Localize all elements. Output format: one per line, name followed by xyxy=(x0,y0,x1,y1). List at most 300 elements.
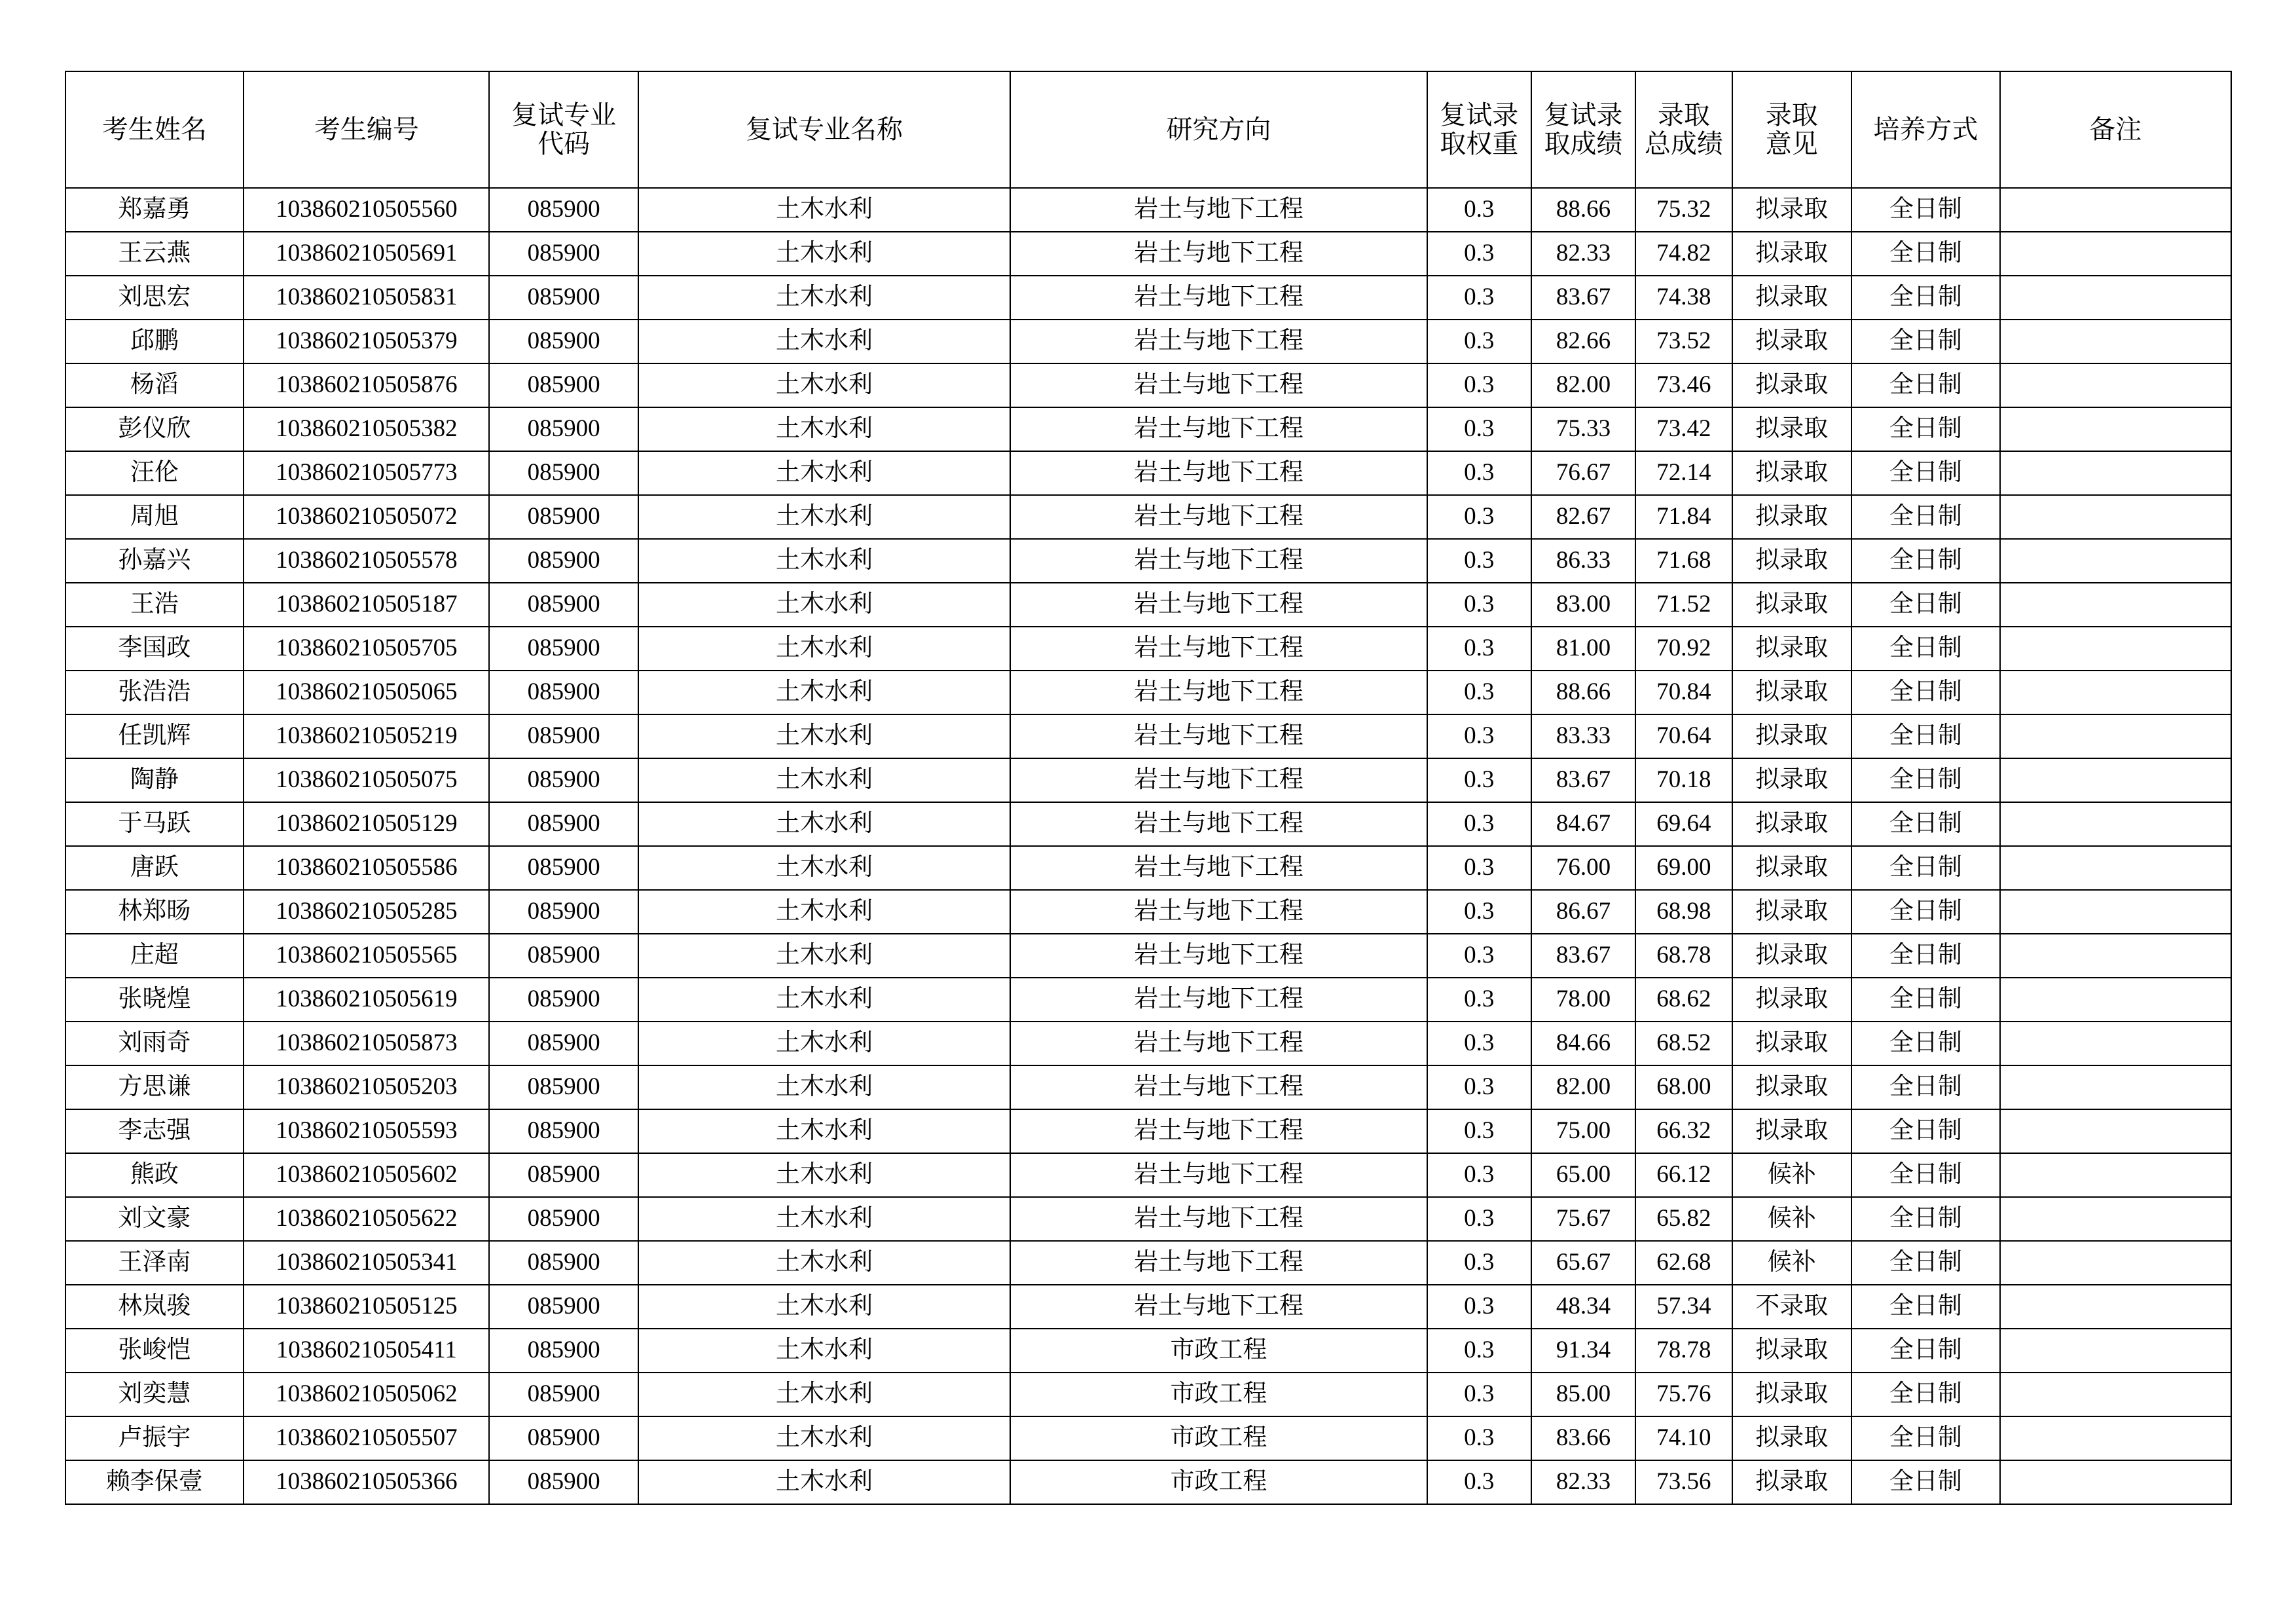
cell-major-code: 085900 xyxy=(489,188,638,232)
cell-candidate-name: 熊政 xyxy=(65,1153,244,1197)
cell-remark xyxy=(2000,320,2231,363)
cell-retest-weight: 0.3 xyxy=(1427,1285,1531,1329)
cell-retest-weight: 0.3 xyxy=(1427,320,1531,363)
cell-total-score: 66.32 xyxy=(1635,1109,1732,1153)
column-header-research-direction xyxy=(1010,71,1427,188)
cell-candidate-name: 刘文豪 xyxy=(65,1197,244,1241)
cell-admission-opinion: 拟录取 xyxy=(1732,276,1851,320)
cell-total-score: 75.76 xyxy=(1635,1373,1732,1416)
cell-research-direction: 岩土与地下工程 xyxy=(1010,1241,1427,1285)
cell-retest-weight: 0.3 xyxy=(1427,627,1531,671)
column-header-line: 复试专业名称 xyxy=(745,115,903,144)
cell-admission-opinion: 拟录取 xyxy=(1732,978,1851,1022)
cell-admission-opinion: 候补 xyxy=(1732,1153,1851,1197)
cell-research-direction: 岩土与地下工程 xyxy=(1010,934,1427,978)
cell-total-score: 70.64 xyxy=(1635,714,1732,758)
cell-retest-score: 82.67 xyxy=(1531,495,1635,539)
cell-research-direction: 岩土与地下工程 xyxy=(1010,1022,1427,1065)
cell-major-name: 土木水利 xyxy=(638,1416,1010,1460)
cell-major-name: 土木水利 xyxy=(638,1197,1010,1241)
cell-admission-opinion: 拟录取 xyxy=(1732,1373,1851,1416)
cell-retest-weight: 0.3 xyxy=(1427,1416,1531,1460)
cell-total-score: 72.14 xyxy=(1635,451,1732,495)
cell-training-mode: 全日制 xyxy=(1851,758,2000,802)
cell-major-name: 土木水利 xyxy=(638,890,1010,934)
cell-major-name: 土木水利 xyxy=(638,1241,1010,1285)
column-header-candidate-number xyxy=(244,71,489,188)
column-header-line: 录取 xyxy=(1765,100,1818,130)
table-row xyxy=(65,451,2231,495)
cell-major-code: 085900 xyxy=(489,802,638,846)
admission-results-table xyxy=(65,71,2232,1505)
column-header-line: 考生编号 xyxy=(314,115,419,144)
cell-retest-score: 82.00 xyxy=(1531,1065,1635,1109)
cell-training-mode: 全日制 xyxy=(1851,232,2000,276)
cell-major-code: 085900 xyxy=(489,1241,638,1285)
cell-retest-weight: 0.3 xyxy=(1427,583,1531,627)
cell-candidate-name: 孙嘉兴 xyxy=(65,539,244,583)
cell-major-code: 085900 xyxy=(489,758,638,802)
cell-major-name: 土木水利 xyxy=(638,934,1010,978)
cell-training-mode: 全日制 xyxy=(1851,276,2000,320)
cell-research-direction: 岩土与地下工程 xyxy=(1010,363,1427,407)
cell-training-mode: 全日制 xyxy=(1851,1022,2000,1065)
cell-retest-score: 86.67 xyxy=(1531,890,1635,934)
column-header-line: 意见 xyxy=(1765,129,1818,158)
cell-candidate-name: 张浩浩 xyxy=(65,671,244,714)
cell-training-mode: 全日制 xyxy=(1851,1460,2000,1504)
table-row xyxy=(65,583,2231,627)
column-header-retest-major-code xyxy=(489,71,638,188)
cell-total-score: 68.00 xyxy=(1635,1065,1732,1109)
cell-admission-opinion: 拟录取 xyxy=(1732,407,1851,451)
column-header-line: 培养方式 xyxy=(1873,115,1978,144)
table-row xyxy=(65,539,2231,583)
cell-major-name: 土木水利 xyxy=(638,714,1010,758)
cell-retest-score: 83.67 xyxy=(1531,276,1635,320)
cell-retest-score: 83.67 xyxy=(1531,758,1635,802)
cell-admission-opinion: 拟录取 xyxy=(1732,363,1851,407)
cell-research-direction: 岩土与地下工程 xyxy=(1010,495,1427,539)
cell-major-code: 085900 xyxy=(489,1373,638,1416)
column-header-line: 复试录 xyxy=(1544,100,1623,130)
cell-retest-weight: 0.3 xyxy=(1427,671,1531,714)
cell-candidate-number: 103860210505285 xyxy=(244,890,489,934)
cell-remark xyxy=(2000,451,2231,495)
cell-remark xyxy=(2000,1197,2231,1241)
cell-major-code: 085900 xyxy=(489,451,638,495)
cell-major-code: 085900 xyxy=(489,978,638,1022)
table-row xyxy=(65,890,2231,934)
cell-admission-opinion: 拟录取 xyxy=(1732,539,1851,583)
cell-retest-score: 75.00 xyxy=(1531,1109,1635,1153)
cell-admission-opinion: 拟录取 xyxy=(1732,451,1851,495)
cell-major-name: 土木水利 xyxy=(638,320,1010,363)
cell-candidate-number: 103860210505065 xyxy=(244,671,489,714)
cell-admission-opinion: 拟录取 xyxy=(1732,495,1851,539)
table-row xyxy=(65,1241,2231,1285)
cell-candidate-name: 郑嘉勇 xyxy=(65,188,244,232)
cell-total-score: 68.78 xyxy=(1635,934,1732,978)
cell-total-score: 65.82 xyxy=(1635,1197,1732,1241)
cell-major-name: 土木水利 xyxy=(638,758,1010,802)
cell-training-mode: 全日制 xyxy=(1851,890,2000,934)
cell-major-code: 085900 xyxy=(489,714,638,758)
column-header-line: 备注 xyxy=(2089,115,2142,144)
cell-major-code: 085900 xyxy=(489,1416,638,1460)
cell-major-code: 085900 xyxy=(489,1329,638,1373)
cell-retest-weight: 0.3 xyxy=(1427,1022,1531,1065)
table-row xyxy=(65,1197,2231,1241)
cell-retest-score: 82.00 xyxy=(1531,363,1635,407)
cell-major-code: 085900 xyxy=(489,1460,638,1504)
cell-training-mode: 全日制 xyxy=(1851,934,2000,978)
cell-candidate-name: 刘思宏 xyxy=(65,276,244,320)
table-row xyxy=(65,276,2231,320)
cell-research-direction: 岩土与地下工程 xyxy=(1010,1197,1427,1241)
cell-training-mode: 全日制 xyxy=(1851,320,2000,363)
table-header xyxy=(65,71,2231,188)
cell-candidate-name: 方思谦 xyxy=(65,1065,244,1109)
cell-remark xyxy=(2000,1416,2231,1460)
cell-retest-score: 82.33 xyxy=(1531,232,1635,276)
cell-major-name: 土木水利 xyxy=(638,232,1010,276)
cell-remark xyxy=(2000,583,2231,627)
cell-retest-weight: 0.3 xyxy=(1427,232,1531,276)
cell-total-score: 68.62 xyxy=(1635,978,1732,1022)
cell-research-direction: 岩土与地下工程 xyxy=(1010,714,1427,758)
cell-major-code: 085900 xyxy=(489,539,638,583)
cell-retest-score: 83.00 xyxy=(1531,583,1635,627)
cell-retest-score: 76.67 xyxy=(1531,451,1635,495)
cell-research-direction: 岩土与地下工程 xyxy=(1010,758,1427,802)
cell-admission-opinion: 拟录取 xyxy=(1732,758,1851,802)
cell-remark xyxy=(2000,1241,2231,1285)
cell-admission-opinion: 拟录取 xyxy=(1732,1416,1851,1460)
cell-major-name: 土木水利 xyxy=(638,802,1010,846)
cell-training-mode: 全日制 xyxy=(1851,363,2000,407)
cell-candidate-name: 汪伦 xyxy=(65,451,244,495)
cell-major-name: 土木水利 xyxy=(638,1373,1010,1416)
cell-retest-score: 83.67 xyxy=(1531,934,1635,978)
cell-training-mode: 全日制 xyxy=(1851,407,2000,451)
table-row xyxy=(65,627,2231,671)
cell-training-mode: 全日制 xyxy=(1851,671,2000,714)
cell-retest-score: 76.00 xyxy=(1531,846,1635,890)
cell-total-score: 71.84 xyxy=(1635,495,1732,539)
cell-remark xyxy=(2000,846,2231,890)
cell-admission-opinion: 拟录取 xyxy=(1732,1109,1851,1153)
cell-retest-score: 75.67 xyxy=(1531,1197,1635,1241)
cell-candidate-name: 卢振宇 xyxy=(65,1416,244,1460)
cell-retest-weight: 0.3 xyxy=(1427,714,1531,758)
column-header-line: 总成绩 xyxy=(1644,129,1723,158)
cell-candidate-number: 103860210505691 xyxy=(244,232,489,276)
cell-candidate-number: 103860210505622 xyxy=(244,1197,489,1241)
cell-candidate-number: 103860210505705 xyxy=(244,627,489,671)
cell-retest-weight: 0.3 xyxy=(1427,1373,1531,1416)
cell-research-direction: 岩土与地下工程 xyxy=(1010,846,1427,890)
cell-training-mode: 全日制 xyxy=(1851,714,2000,758)
column-header-retest-weight xyxy=(1427,71,1531,188)
table-row xyxy=(65,1460,2231,1504)
cell-research-direction: 岩土与地下工程 xyxy=(1010,583,1427,627)
cell-research-direction: 岩土与地下工程 xyxy=(1010,232,1427,276)
cell-candidate-name: 李志强 xyxy=(65,1109,244,1153)
cell-total-score: 70.92 xyxy=(1635,627,1732,671)
cell-admission-opinion: 候补 xyxy=(1732,1241,1851,1285)
cell-candidate-number: 103860210505072 xyxy=(244,495,489,539)
cell-remark xyxy=(2000,671,2231,714)
cell-research-direction: 岩土与地下工程 xyxy=(1010,320,1427,363)
table-body xyxy=(65,188,2231,1504)
cell-training-mode: 全日制 xyxy=(1851,188,2000,232)
cell-candidate-name: 张晓煌 xyxy=(65,978,244,1022)
cell-retest-weight: 0.3 xyxy=(1427,1153,1531,1197)
cell-candidate-name: 赖李保壹 xyxy=(65,1460,244,1504)
table-row xyxy=(65,1373,2231,1416)
cell-total-score: 68.52 xyxy=(1635,1022,1732,1065)
cell-major-name: 土木水利 xyxy=(638,583,1010,627)
column-header-line: 取成绩 xyxy=(1544,129,1623,158)
cell-retest-weight: 0.3 xyxy=(1427,1241,1531,1285)
cell-remark xyxy=(2000,1153,2231,1197)
table-row xyxy=(65,934,2231,978)
cell-candidate-number: 103860210505773 xyxy=(244,451,489,495)
cell-major-code: 085900 xyxy=(489,627,638,671)
cell-retest-score: 82.33 xyxy=(1531,1460,1635,1504)
cell-candidate-name: 林岚骏 xyxy=(65,1285,244,1329)
cell-total-score: 69.64 xyxy=(1635,802,1732,846)
column-header-line: 复试录 xyxy=(1440,100,1519,130)
cell-retest-weight: 0.3 xyxy=(1427,890,1531,934)
cell-major-code: 085900 xyxy=(489,1109,638,1153)
cell-training-mode: 全日制 xyxy=(1851,802,2000,846)
cell-admission-opinion: 候补 xyxy=(1732,1197,1851,1241)
cell-candidate-name: 于马跃 xyxy=(65,802,244,846)
cell-total-score: 74.38 xyxy=(1635,276,1732,320)
cell-candidate-name: 刘奕慧 xyxy=(65,1373,244,1416)
cell-admission-opinion: 拟录取 xyxy=(1732,802,1851,846)
cell-admission-opinion: 拟录取 xyxy=(1732,1329,1851,1373)
table-row xyxy=(65,320,2231,363)
cell-candidate-name: 林郑旸 xyxy=(65,890,244,934)
cell-training-mode: 全日制 xyxy=(1851,1109,2000,1153)
cell-candidate-name: 唐跃 xyxy=(65,846,244,890)
cell-candidate-name: 庄超 xyxy=(65,934,244,978)
cell-major-name: 土木水利 xyxy=(638,495,1010,539)
table-row xyxy=(65,1022,2231,1065)
cell-retest-weight: 0.3 xyxy=(1427,451,1531,495)
cell-total-score: 74.82 xyxy=(1635,232,1732,276)
column-header-retest-score xyxy=(1531,71,1635,188)
cell-remark xyxy=(2000,363,2231,407)
table-row xyxy=(65,495,2231,539)
cell-candidate-number: 103860210505062 xyxy=(244,1373,489,1416)
table-row xyxy=(65,1109,2231,1153)
cell-candidate-number: 103860210505602 xyxy=(244,1153,489,1197)
cell-major-code: 085900 xyxy=(489,934,638,978)
cell-total-score: 73.52 xyxy=(1635,320,1732,363)
cell-remark xyxy=(2000,1022,2231,1065)
cell-retest-score: 65.00 xyxy=(1531,1153,1635,1197)
cell-major-code: 085900 xyxy=(489,846,638,890)
cell-retest-score: 48.34 xyxy=(1531,1285,1635,1329)
cell-major-code: 085900 xyxy=(489,583,638,627)
cell-major-code: 085900 xyxy=(489,1065,638,1109)
cell-admission-opinion: 拟录取 xyxy=(1732,934,1851,978)
cell-total-score: 57.34 xyxy=(1635,1285,1732,1329)
cell-total-score: 68.98 xyxy=(1635,890,1732,934)
table-row xyxy=(65,978,2231,1022)
cell-retest-weight: 0.3 xyxy=(1427,802,1531,846)
cell-remark xyxy=(2000,276,2231,320)
cell-candidate-number: 103860210505831 xyxy=(244,276,489,320)
table-row xyxy=(65,363,2231,407)
cell-candidate-number: 103860210505187 xyxy=(244,583,489,627)
cell-total-score: 75.32 xyxy=(1635,188,1732,232)
cell-major-name: 土木水利 xyxy=(638,978,1010,1022)
cell-retest-weight: 0.3 xyxy=(1427,1197,1531,1241)
cell-admission-opinion: 拟录取 xyxy=(1732,627,1851,671)
table-row xyxy=(65,1416,2231,1460)
cell-training-mode: 全日制 xyxy=(1851,1153,2000,1197)
cell-major-name: 土木水利 xyxy=(638,1460,1010,1504)
cell-candidate-number: 103860210505341 xyxy=(244,1241,489,1285)
cell-research-direction: 岩土与地下工程 xyxy=(1010,539,1427,583)
table-container xyxy=(65,71,2232,1505)
cell-major-code: 085900 xyxy=(489,276,638,320)
cell-candidate-name: 陶静 xyxy=(65,758,244,802)
cell-remark xyxy=(2000,1329,2231,1373)
cell-major-code: 085900 xyxy=(489,1197,638,1241)
cell-retest-weight: 0.3 xyxy=(1427,495,1531,539)
column-header-line: 研究方向 xyxy=(1166,115,1271,144)
cell-research-direction: 岩土与地下工程 xyxy=(1010,188,1427,232)
header-row xyxy=(65,71,2231,188)
table-row xyxy=(65,1329,2231,1373)
cell-research-direction: 岩土与地下工程 xyxy=(1010,1285,1427,1329)
cell-retest-score: 84.67 xyxy=(1531,802,1635,846)
cell-candidate-number: 103860210505619 xyxy=(244,978,489,1022)
cell-total-score: 73.56 xyxy=(1635,1460,1732,1504)
table-row xyxy=(65,407,2231,451)
column-header-line: 复试专业 xyxy=(511,100,617,130)
cell-retest-score: 91.34 xyxy=(1531,1329,1635,1373)
cell-major-name: 土木水利 xyxy=(638,671,1010,714)
table-row xyxy=(65,671,2231,714)
cell-total-score: 73.42 xyxy=(1635,407,1732,451)
cell-candidate-number: 103860210505586 xyxy=(244,846,489,890)
cell-total-score: 69.00 xyxy=(1635,846,1732,890)
cell-retest-weight: 0.3 xyxy=(1427,407,1531,451)
cell-candidate-name: 王浩 xyxy=(65,583,244,627)
column-header-line: 录取 xyxy=(1657,100,1710,130)
cell-remark xyxy=(2000,1460,2231,1504)
cell-candidate-name: 周旭 xyxy=(65,495,244,539)
cell-candidate-number: 103860210505411 xyxy=(244,1329,489,1373)
cell-research-direction: 岩土与地下工程 xyxy=(1010,671,1427,714)
cell-retest-score: 83.66 xyxy=(1531,1416,1635,1460)
cell-remark xyxy=(2000,1109,2231,1153)
column-header-admission-opinion xyxy=(1732,71,1851,188)
cell-major-name: 土木水利 xyxy=(638,1329,1010,1373)
cell-admission-opinion: 拟录取 xyxy=(1732,232,1851,276)
cell-total-score: 62.68 xyxy=(1635,1241,1732,1285)
cell-retest-weight: 0.3 xyxy=(1427,539,1531,583)
cell-candidate-number: 103860210505876 xyxy=(244,363,489,407)
cell-remark xyxy=(2000,407,2231,451)
cell-major-name: 土木水利 xyxy=(638,539,1010,583)
cell-major-code: 085900 xyxy=(489,890,638,934)
cell-major-code: 085900 xyxy=(489,407,638,451)
cell-candidate-name: 彭仪欣 xyxy=(65,407,244,451)
cell-major-name: 土木水利 xyxy=(638,363,1010,407)
cell-candidate-name: 邱鹏 xyxy=(65,320,244,363)
cell-retest-weight: 0.3 xyxy=(1427,1460,1531,1504)
cell-total-score: 73.46 xyxy=(1635,363,1732,407)
cell-major-name: 土木水利 xyxy=(638,1065,1010,1109)
cell-retest-score: 82.66 xyxy=(1531,320,1635,363)
cell-research-direction: 岩土与地下工程 xyxy=(1010,1153,1427,1197)
cell-training-mode: 全日制 xyxy=(1851,1373,2000,1416)
cell-retest-score: 75.33 xyxy=(1531,407,1635,451)
cell-remark xyxy=(2000,188,2231,232)
cell-training-mode: 全日制 xyxy=(1851,495,2000,539)
cell-training-mode: 全日制 xyxy=(1851,978,2000,1022)
cell-retest-score: 78.00 xyxy=(1531,978,1635,1022)
cell-candidate-name: 杨滔 xyxy=(65,363,244,407)
cell-training-mode: 全日制 xyxy=(1851,1329,2000,1373)
cell-research-direction: 市政工程 xyxy=(1010,1329,1427,1373)
cell-retest-weight: 0.3 xyxy=(1427,1329,1531,1373)
cell-research-direction: 岩土与地下工程 xyxy=(1010,627,1427,671)
cell-total-score: 71.68 xyxy=(1635,539,1732,583)
cell-retest-score: 84.66 xyxy=(1531,1022,1635,1065)
cell-admission-opinion: 拟录取 xyxy=(1732,714,1851,758)
cell-candidate-number: 103860210505873 xyxy=(244,1022,489,1065)
cell-candidate-number: 103860210505382 xyxy=(244,407,489,451)
cell-major-code: 085900 xyxy=(489,495,638,539)
table-row xyxy=(65,232,2231,276)
cell-major-code: 085900 xyxy=(489,232,638,276)
cell-remark xyxy=(2000,232,2231,276)
cell-candidate-name: 王云燕 xyxy=(65,232,244,276)
cell-research-direction: 岩土与地下工程 xyxy=(1010,407,1427,451)
table-row xyxy=(65,714,2231,758)
column-header-line: 代码 xyxy=(538,129,591,158)
cell-retest-score: 65.67 xyxy=(1531,1241,1635,1285)
cell-retest-score: 88.66 xyxy=(1531,188,1635,232)
cell-admission-opinion: 拟录取 xyxy=(1732,1065,1851,1109)
cell-admission-opinion: 拟录取 xyxy=(1732,583,1851,627)
cell-retest-weight: 0.3 xyxy=(1427,1109,1531,1153)
cell-training-mode: 全日制 xyxy=(1851,1241,2000,1285)
cell-major-code: 085900 xyxy=(489,671,638,714)
cell-retest-weight: 0.3 xyxy=(1427,1065,1531,1109)
cell-training-mode: 全日制 xyxy=(1851,1197,2000,1241)
cell-remark xyxy=(2000,1285,2231,1329)
column-header-training-mode xyxy=(1851,71,2000,188)
cell-candidate-number: 103860210505366 xyxy=(244,1460,489,1504)
cell-research-direction: 市政工程 xyxy=(1010,1460,1427,1504)
cell-major-code: 085900 xyxy=(489,363,638,407)
cell-candidate-name: 张峻恺 xyxy=(65,1329,244,1373)
cell-research-direction: 市政工程 xyxy=(1010,1416,1427,1460)
cell-remark xyxy=(2000,978,2231,1022)
cell-candidate-name: 任凯辉 xyxy=(65,714,244,758)
cell-training-mode: 全日制 xyxy=(1851,583,2000,627)
